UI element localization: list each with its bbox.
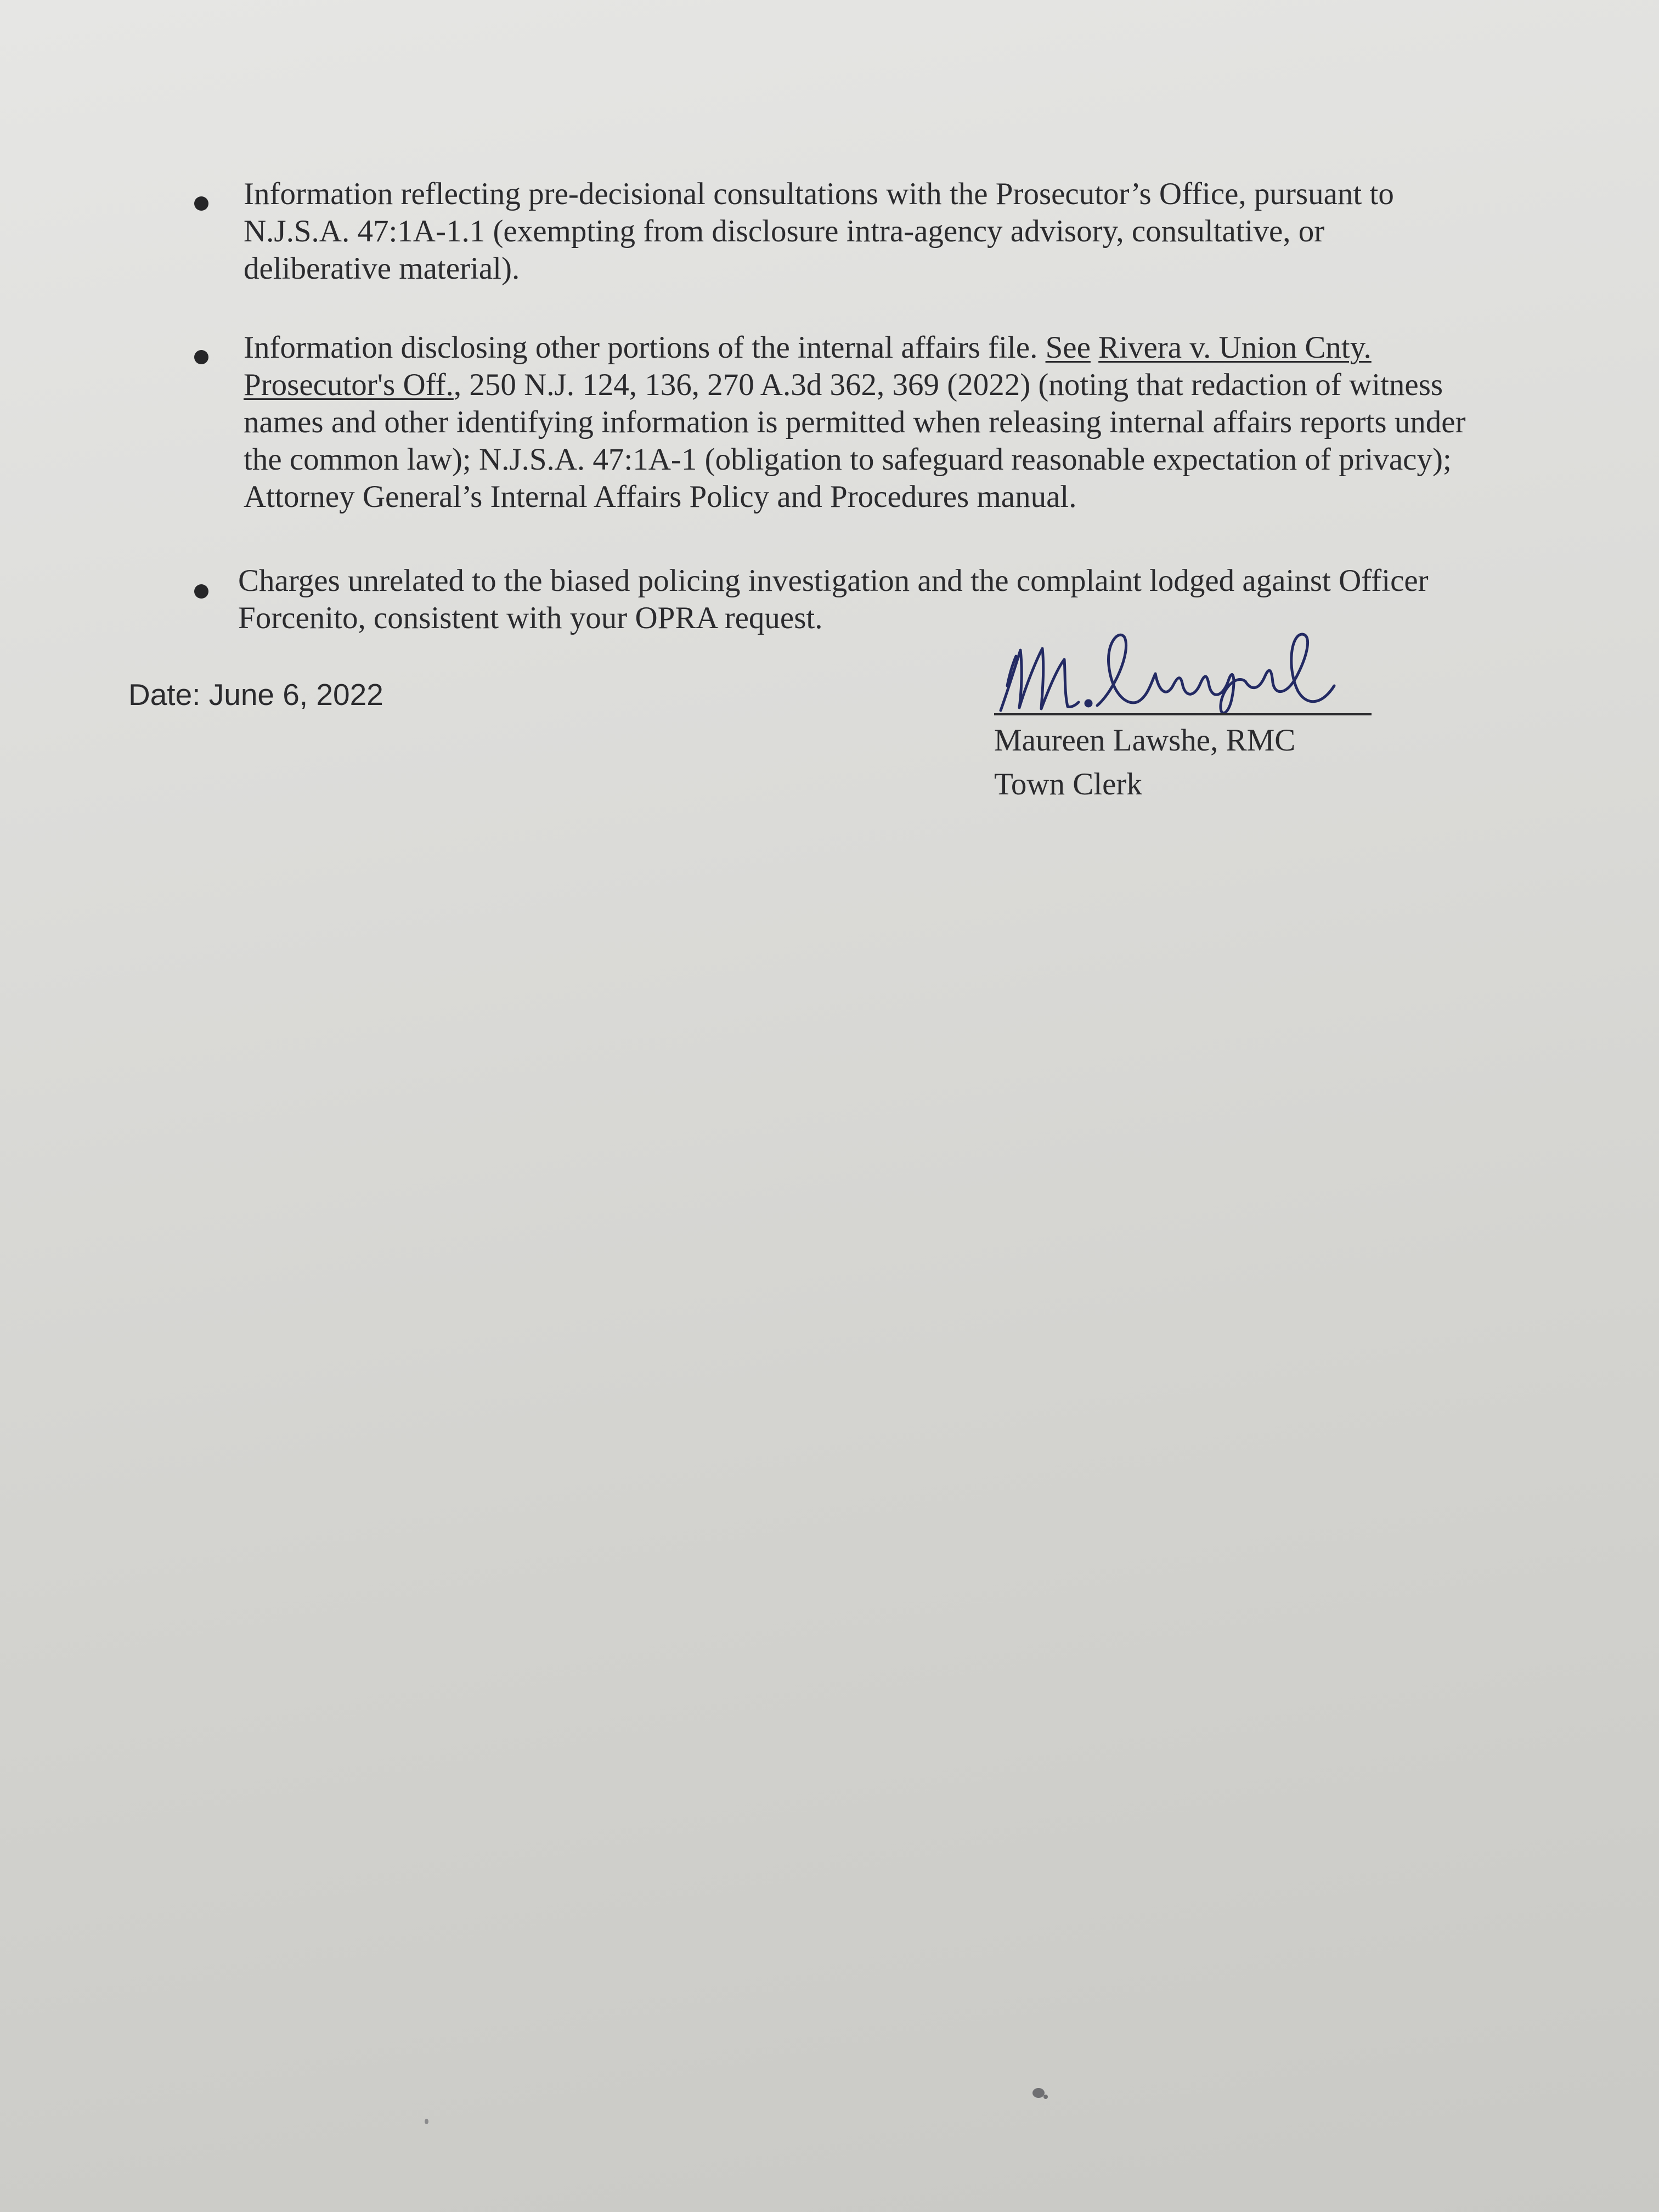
- signer-name: Maureen Lawshe, RMC: [994, 723, 1296, 758]
- text-line: Information disclosing other portions of the internal affairs file. See Rivera v. Union Cnty.: [244, 330, 1372, 365]
- bullet-dot-icon: [194, 350, 208, 364]
- bullet-text: [244, 176, 1394, 287]
- case-name: Prosecutor's Off.: [244, 368, 454, 402]
- paper-speck: [425, 2119, 428, 2124]
- text-line: the common law); N.J.S.A. 47:1A-1 (obligation to safeguard reasonable expectation of privacy);: [244, 442, 1452, 477]
- text-line: names and other identifying information is permitted when releasing internal affairs reports under: [244, 405, 1466, 439]
- signature-line: [994, 713, 1372, 715]
- handwritten-signature: [988, 609, 1383, 719]
- paper-speck: [1032, 2088, 1045, 2098]
- bullet-text: [244, 329, 1466, 516]
- text-line: N.J.S.A. 47:1A-1.1 (exempting from disclosure intra-agency advisory, consultative, or: [244, 214, 1325, 249]
- text-line: Charges unrelated to the biased policing investigation and the complaint lodged against Officer: [238, 563, 1429, 598]
- bullet-dot-icon: [194, 196, 208, 211]
- text-line: Prosecutor's Off., 250 N.J. 124, 136, 270 A.3d 362, 369 (2022) (noting that redaction of witness: [244, 368, 1443, 402]
- signer-block: [994, 719, 1295, 806]
- citation-signal: See: [1045, 330, 1091, 365]
- date-line: Date: June 6, 2022: [128, 678, 383, 712]
- text-line: deliberative material).: [244, 251, 520, 286]
- text-line: Attorney General’s Internal Affairs Policy and Procedures manual.: [244, 479, 1077, 514]
- signer-title: Town Clerk: [994, 767, 1142, 802]
- case-name: Rivera v. Union Cnty.: [1098, 330, 1372, 365]
- text-line: Forcenito, consistent with your OPRA request.: [238, 601, 823, 635]
- text-line: Information reflecting pre-decisional consultations with the Prosecutor’s Office, pursuant to: [244, 177, 1394, 211]
- bullet-dot-icon: [194, 584, 208, 599]
- paper-speck: [1043, 2095, 1048, 2099]
